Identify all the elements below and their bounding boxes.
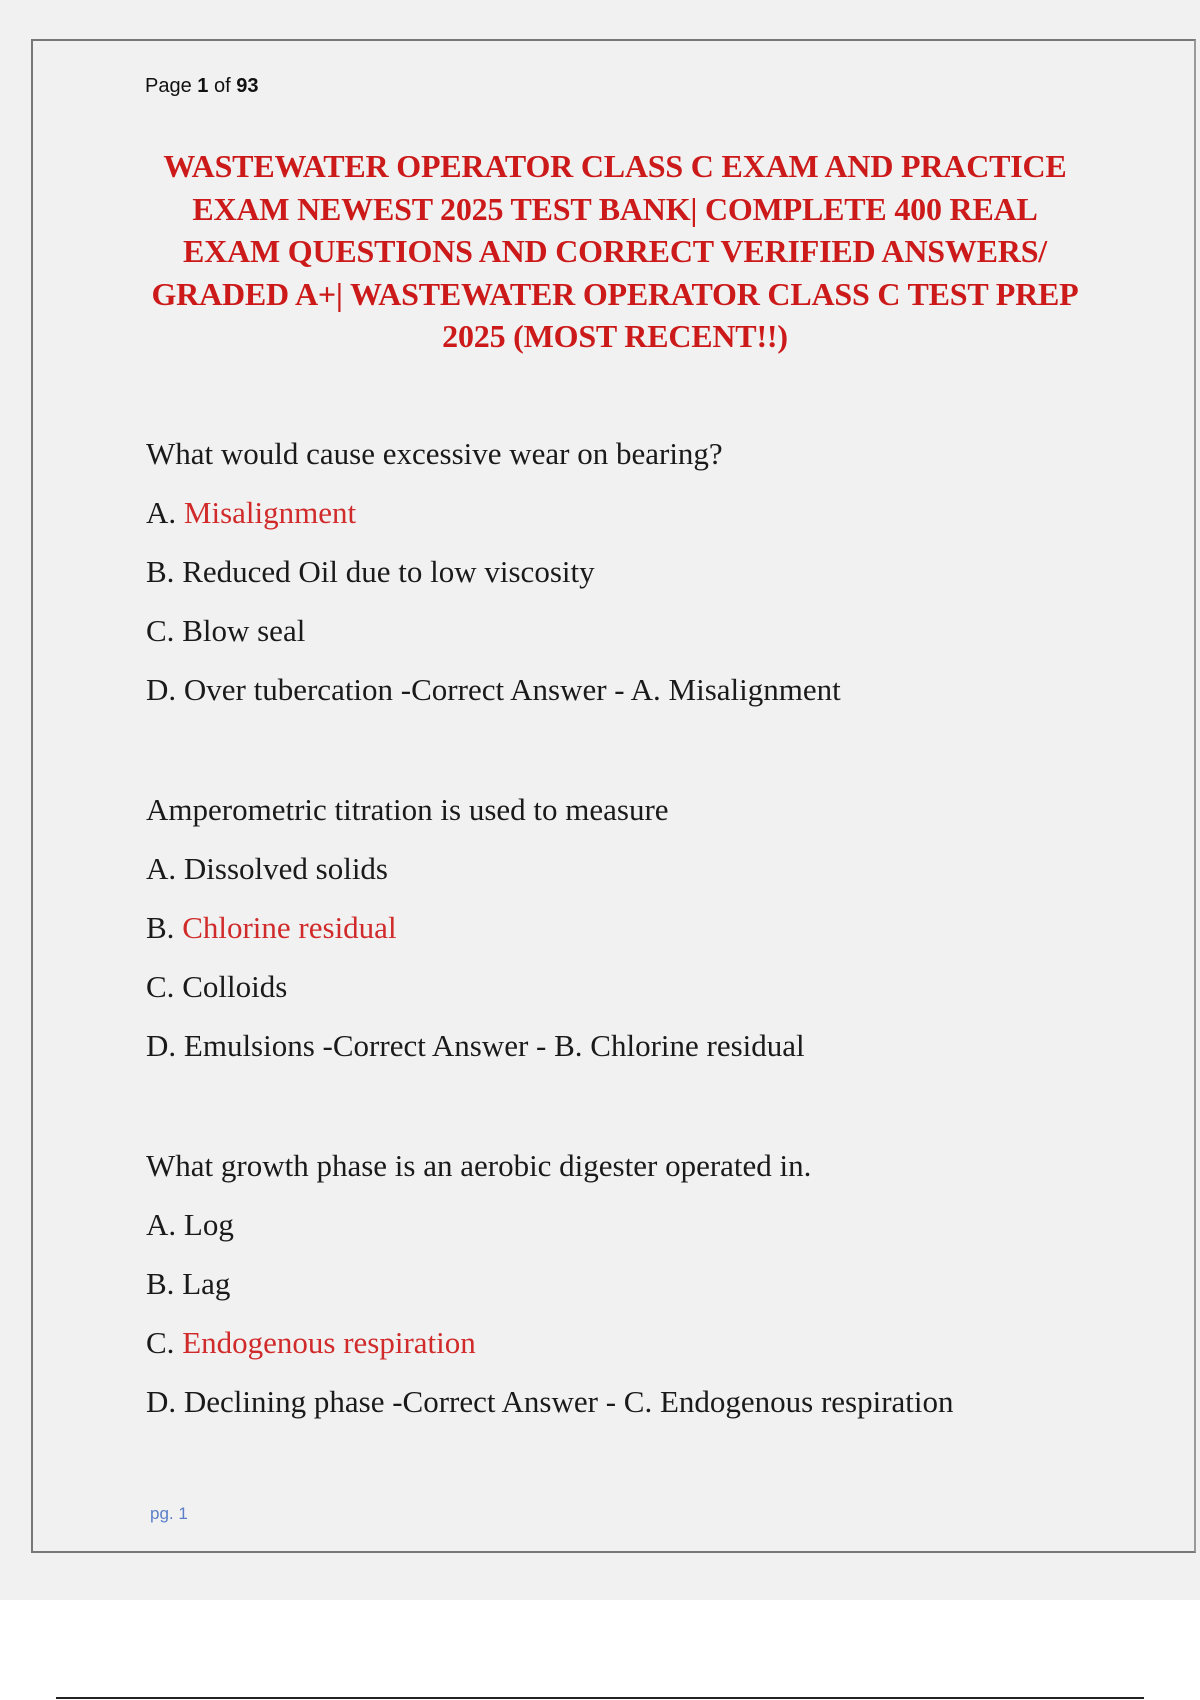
option-d (146, 1025, 1146, 1067)
option-text: Dissolved solids (183, 851, 388, 886)
question-1 (146, 433, 1146, 711)
option-b (146, 907, 1146, 949)
document-title (140, 145, 1090, 358)
option-a (146, 492, 1146, 534)
option-letter: A. (146, 1207, 177, 1242)
title-line: GRADED A+| WASTEWATER OPERATOR CLASS C TEST PREP (151, 275, 1079, 312)
current-page: 1 (197, 75, 209, 97)
option-a (146, 848, 1146, 890)
title-line: WASTEWATER OPERATOR CLASS C EXAM AND PRACTICE (163, 148, 1067, 184)
option-text: Emulsions -Correct Answer - B. Chlorine residual (183, 1028, 805, 1063)
option-letter: D. (146, 1384, 177, 1419)
option-letter: B. (146, 910, 175, 945)
option-letter: B. (146, 1266, 175, 1301)
title-line: 2025 (MOST RECENT!!) (442, 318, 788, 354)
option-text: Blow seal (182, 613, 306, 648)
option-text: Colloids (182, 969, 288, 1004)
option-text: Lag (182, 1266, 231, 1301)
option-d (146, 1381, 1146, 1423)
question-3 (146, 1145, 1146, 1423)
option-text: Reduced Oil due to low viscosity (182, 554, 595, 589)
option-text-correct: Endogenous respiration (182, 1325, 476, 1360)
option-b (146, 551, 1146, 593)
question-text: Amperometric titration is used to measure (146, 792, 669, 827)
question-text: What growth phase is an aerobic digester operated in. (146, 1148, 812, 1183)
option-letter: C. (146, 613, 175, 648)
option-d (146, 669, 1146, 711)
page-of: of (213, 75, 231, 97)
option-b (146, 1263, 1146, 1305)
page-prefix: Page (145, 75, 192, 97)
question-2 (146, 789, 1146, 1067)
option-a (146, 1204, 1146, 1246)
option-letter: D. (146, 1028, 177, 1063)
divider (56, 1697, 1144, 1699)
title-line: EXAM QUESTIONS AND CORRECT VERIFIED ANSWERS/ (183, 233, 1047, 269)
title-line: EXAM NEWEST 2025 TEST BANK| COMPLETE 400 REAL (192, 190, 1038, 227)
footer-page-label: pg. 1 (150, 1504, 188, 1523)
option-letter: B. (146, 554, 175, 589)
option-c (146, 610, 1146, 652)
option-letter: C. (146, 969, 175, 1004)
question-text: What would cause excessive wear on bearing? (146, 436, 723, 471)
option-letter: C. (146, 1325, 175, 1360)
option-text: Over tubercation -Correct Answer - A. Misalignment (183, 672, 841, 707)
option-text: Log (183, 1207, 234, 1242)
option-letter: D. (146, 672, 177, 707)
option-c (146, 966, 1146, 1008)
option-text-correct: Misalignment (183, 495, 357, 530)
option-text-correct: Chlorine residual (182, 910, 397, 945)
option-text: Declining phase -Correct Answer - C. Endogenous respiration (183, 1384, 954, 1419)
page-counter (145, 75, 258, 98)
option-letter: A. (146, 851, 177, 886)
option-letter: A. (146, 495, 177, 530)
option-c (146, 1322, 1146, 1364)
total-pages: 93 (236, 75, 259, 97)
